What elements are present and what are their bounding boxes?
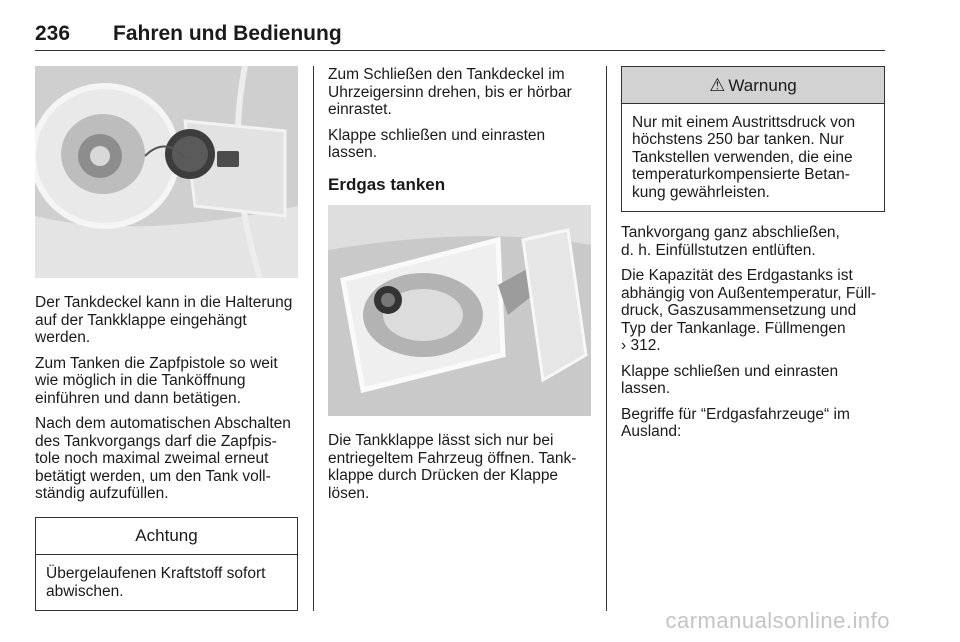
paragraph: Klappe schließen und einrasten lassen. <box>621 362 839 397</box>
cng-filler-illustration <box>328 205 591 416</box>
caution-text: Übergelaufenen Kraftstoff sofort abwischen. <box>46 565 266 600</box>
warning-triangle-icon: ⚠ <box>709 75 726 95</box>
cng-filler-photo <box>328 205 591 416</box>
section-title: Fahren und Bedienung <box>113 22 342 45</box>
paragraph: Zum Tanken die Zapfpistole so weit wie möglich in die Tanköffnung einführen und dann betätigen. <box>35 354 278 407</box>
fuel-cap-photo <box>35 66 298 278</box>
subsection-heading: Erdgas tanken <box>328 174 446 194</box>
paragraph: Begriffe für “Erdgasfahrzeuge“ im Ausland: <box>621 405 850 440</box>
column-divider <box>313 66 314 611</box>
page-header <box>35 22 885 51</box>
warning-box <box>621 66 885 212</box>
column-middle <box>328 66 591 510</box>
warning-text: Nur mit einem Austrittsdruck von höchstens 250 bar tanken. Nur Tankstellen verwenden, die eine temperaturkompensierte Betan- kung gewährleisten. <box>632 113 856 201</box>
paragraph: Die Tankklappe lässt sich nur bei entriegeltem Fahrzeug öffnen. Tank- klappe durch Drücken der Klappe lösen. <box>328 432 577 502</box>
warning-header <box>622 67 884 104</box>
paragraph: Nach dem automatischen Abschalten des Tankvorgangs darf die Zapfpis- tole noch maximal zweimal erneut betätigt werden, um den Tank voll- ständig aufzufüllen. <box>35 415 291 502</box>
paragraph: Tankvorgang ganz abschließen, d. h. Einfüllstutzen entlüften. <box>621 224 840 259</box>
column-divider <box>606 66 607 611</box>
column-right <box>621 66 885 449</box>
paragraph: Zum Schließen den Tankdeckel im Uhrzeigersinn drehen, bis er hörbar einrastet. <box>328 66 572 118</box>
watermark: carmanualsonline.info <box>665 608 890 633</box>
paragraph: Der Tankdeckel kann in die Halterung auf der Tankklappe eingehängt werden. <box>35 294 293 346</box>
column-left <box>35 66 298 611</box>
fuel-cap-illustration <box>35 66 298 278</box>
warning-title: Warnung <box>728 76 797 95</box>
page-number: 236 <box>35 22 71 45</box>
caution-box <box>35 517 298 612</box>
paragraph: Die Kapazität des Erdgastanks ist abhängig von Außentemperatur, Füll- druck, Gaszusammensetzung und Typ der Tankanlage. Füllmengen › 312. <box>621 267 877 354</box>
caution-title: Achtung <box>36 518 297 556</box>
paragraph: Klappe schließen und einrasten lassen. <box>328 126 546 161</box>
